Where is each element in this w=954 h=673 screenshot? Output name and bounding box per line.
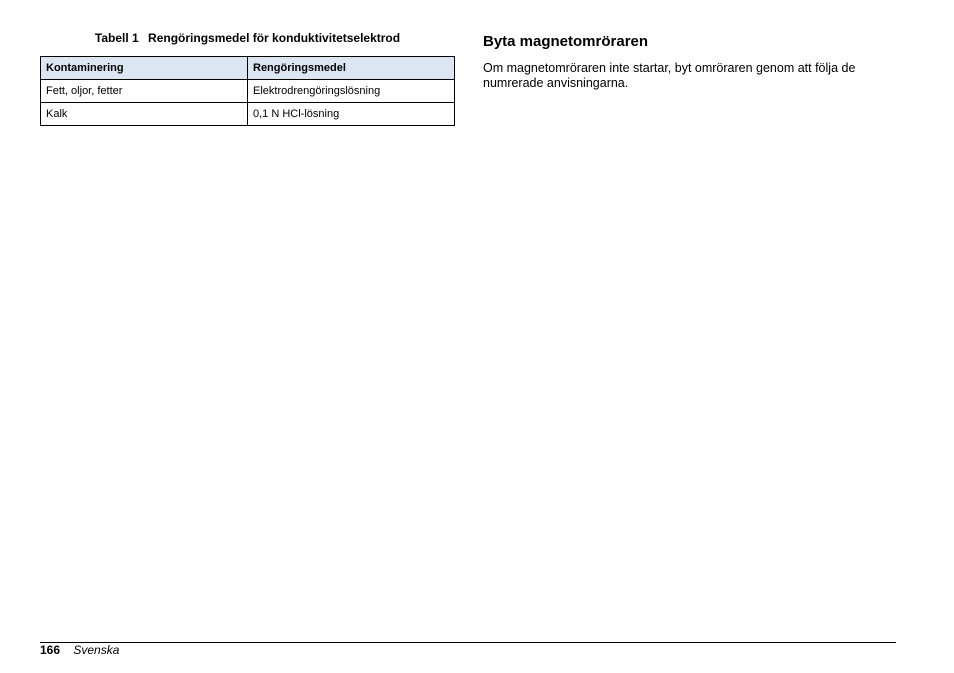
table-cell-cleaning-agent: 0,1 N HCl-lösning bbox=[248, 103, 455, 126]
section-body: Om magnetomröraren inte startar, byt omröraren genom att följa de numrerade anvisningarna. bbox=[483, 61, 856, 90]
table-caption-title: Rengöringsmedel för konduktivitetselektrod bbox=[148, 31, 401, 45]
page-footer bbox=[40, 643, 119, 657]
table-header-cleaning-agent: Rengöringsmedel bbox=[248, 57, 455, 80]
table-cell-cleaning-agent: Elektrodrengöringslösning bbox=[248, 80, 455, 103]
table-cell-contamination: Kalk bbox=[41, 103, 248, 126]
table-header-row bbox=[41, 57, 455, 80]
cleaning-agents-table bbox=[40, 56, 455, 126]
table-cell-contamination: Fett, oljor, fetter bbox=[41, 80, 248, 103]
table-row bbox=[41, 103, 455, 126]
left-column bbox=[40, 30, 455, 126]
footer-divider bbox=[40, 642, 896, 643]
footer-language: Svenska bbox=[73, 643, 120, 657]
section-title: Byta magnetomröraren bbox=[483, 33, 649, 50]
table-caption bbox=[40, 30, 455, 46]
table-header-contamination: Kontaminering bbox=[41, 57, 248, 80]
table-caption-number: Tabell 1 bbox=[94, 31, 139, 45]
table-row bbox=[41, 80, 455, 103]
right-column bbox=[483, 32, 903, 91]
page-number: 166 bbox=[40, 643, 61, 657]
